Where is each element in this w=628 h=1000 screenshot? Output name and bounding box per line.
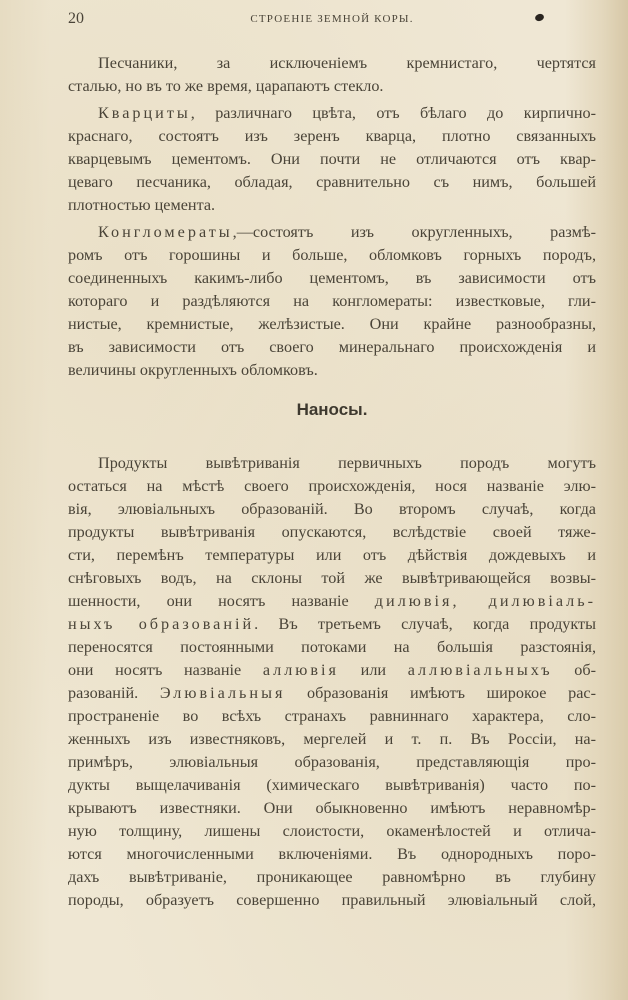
text-line: сталью, но въ то же время, царапаютъ стекло. — [68, 77, 384, 95]
text-line: разованій. Элювіальныя образованія имѣютъ широкое рас- — [68, 684, 596, 702]
spaced-term: аллювія — [262, 661, 339, 679]
text-line: Продукты вывѣтриванія первичныхъ породъ могутъ — [98, 454, 596, 472]
text-line: котораго и раздѣляются на конгломераты: известковые, гли- — [68, 292, 596, 310]
spaced-term: дилювія, дилювіаль- — [374, 592, 597, 610]
text-line: они носятъ названіе аллювія или аллювіальныхъ об- — [68, 661, 596, 679]
spaced-term: Элювіальныя — [159, 684, 286, 702]
text-line: пространеніе во всѣхъ странахъ равниннаго характера, сло- — [68, 707, 596, 725]
text-line: ныхъ образованій. Въ третьемъ случаѣ, когда продукты — [68, 615, 596, 633]
text-line: породы, образуетъ совершенно правильный элювіальный слой, — [68, 891, 596, 909]
text-line: плотностью цемента. — [68, 196, 216, 214]
text-line: дукты выщелачиванія (химическаго вывѣтриванія) часто по- — [68, 776, 596, 794]
text-line: нистые, кремнистые, желѣзистые. Они крайне разнообразны, — [68, 315, 596, 333]
text-line: шенности, они носятъ названіе дилювія, дилювіаль- — [68, 592, 597, 610]
text-line: ромъ отъ горошины и больше, обломковъ горныхъ породъ, — [68, 246, 596, 264]
text-line: остаться на мѣстѣ своего происхожденія, нося названіе элю- — [68, 477, 596, 495]
body-text-top — [68, 52, 596, 382]
spaced-term: аллювіальныхъ — [407, 661, 553, 679]
text-line: въ зависимости отъ своего минеральнаго происхожденія и — [68, 338, 596, 356]
text-line: снѣговыхъ водъ, на склоны той же вывѣтривающейся возвы- — [68, 569, 596, 587]
spaced-term: Кварциты — [98, 104, 191, 122]
text-line: крываютъ известняки. Они обыкновенно имѣютъ неравномѣр- — [68, 799, 596, 817]
text-line: продукты вывѣтриванія опускаются, вслѣдствіе своей тяже- — [68, 523, 596, 541]
text-line: Кварциты, различнаго цвѣта, отъ бѣлаго до кирпично- — [98, 104, 596, 122]
spaced-term: Конгломераты — [98, 223, 233, 241]
body-text-main — [68, 452, 596, 912]
text-line: вія, элювіальныхъ образованій. Во второмъ случаѣ, когда — [68, 500, 596, 518]
text-line: величины округленныхъ обломковъ. — [68, 361, 318, 379]
text-line: Песчаники, за исключеніемъ кремнистаго, чертятся — [98, 54, 596, 72]
text-line: дахъ вывѣтриваніе, проникающее равномѣрно въ глубину — [68, 868, 596, 886]
running-head — [68, 10, 596, 32]
section-heading: Наносы. — [296, 400, 368, 419]
running-title: СТРОЕНІЕ ЗЕМНОЙ КОРЫ. — [250, 13, 414, 25]
text-line: цеваго песчаника, обладая, сравнительно съ нимъ, большей — [68, 173, 596, 191]
text-line: ную толщину, лишены слоистости, окаменѣлостей и отлича- — [68, 822, 596, 840]
text-line: Конгломераты,—состоятъ изъ округленныхъ, размѣ- — [98, 223, 596, 241]
text-line: примѣръ, элювіальныя образованія, представляющія про- — [68, 753, 596, 771]
spaced-term: ныхъ образованій — [68, 615, 255, 633]
text-line: кварцевымъ цементомъ. Они почти не отличаются отъ квар- — [68, 150, 596, 168]
text-line: ются многочисленными включеніями. Въ однородныхъ поро- — [68, 845, 596, 863]
text-line: женныхъ изъ известняковъ, мергелей и т. п. Въ Россіи, на- — [68, 730, 596, 748]
text-line: сти, перемѣнъ температуры или отъ дѣйствія дождевыхъ и — [68, 546, 596, 564]
page-number: 20 — [68, 10, 84, 27]
text-line: переносятся постоянными потоками на большія разстоянія, — [68, 638, 596, 656]
text-line: соединенныхъ какимъ-либо цементомъ, въ зависимости отъ — [68, 269, 596, 287]
text-line: краснаго, состоятъ изъ зеренъ кварца, плотно связанныхъ — [68, 127, 596, 145]
